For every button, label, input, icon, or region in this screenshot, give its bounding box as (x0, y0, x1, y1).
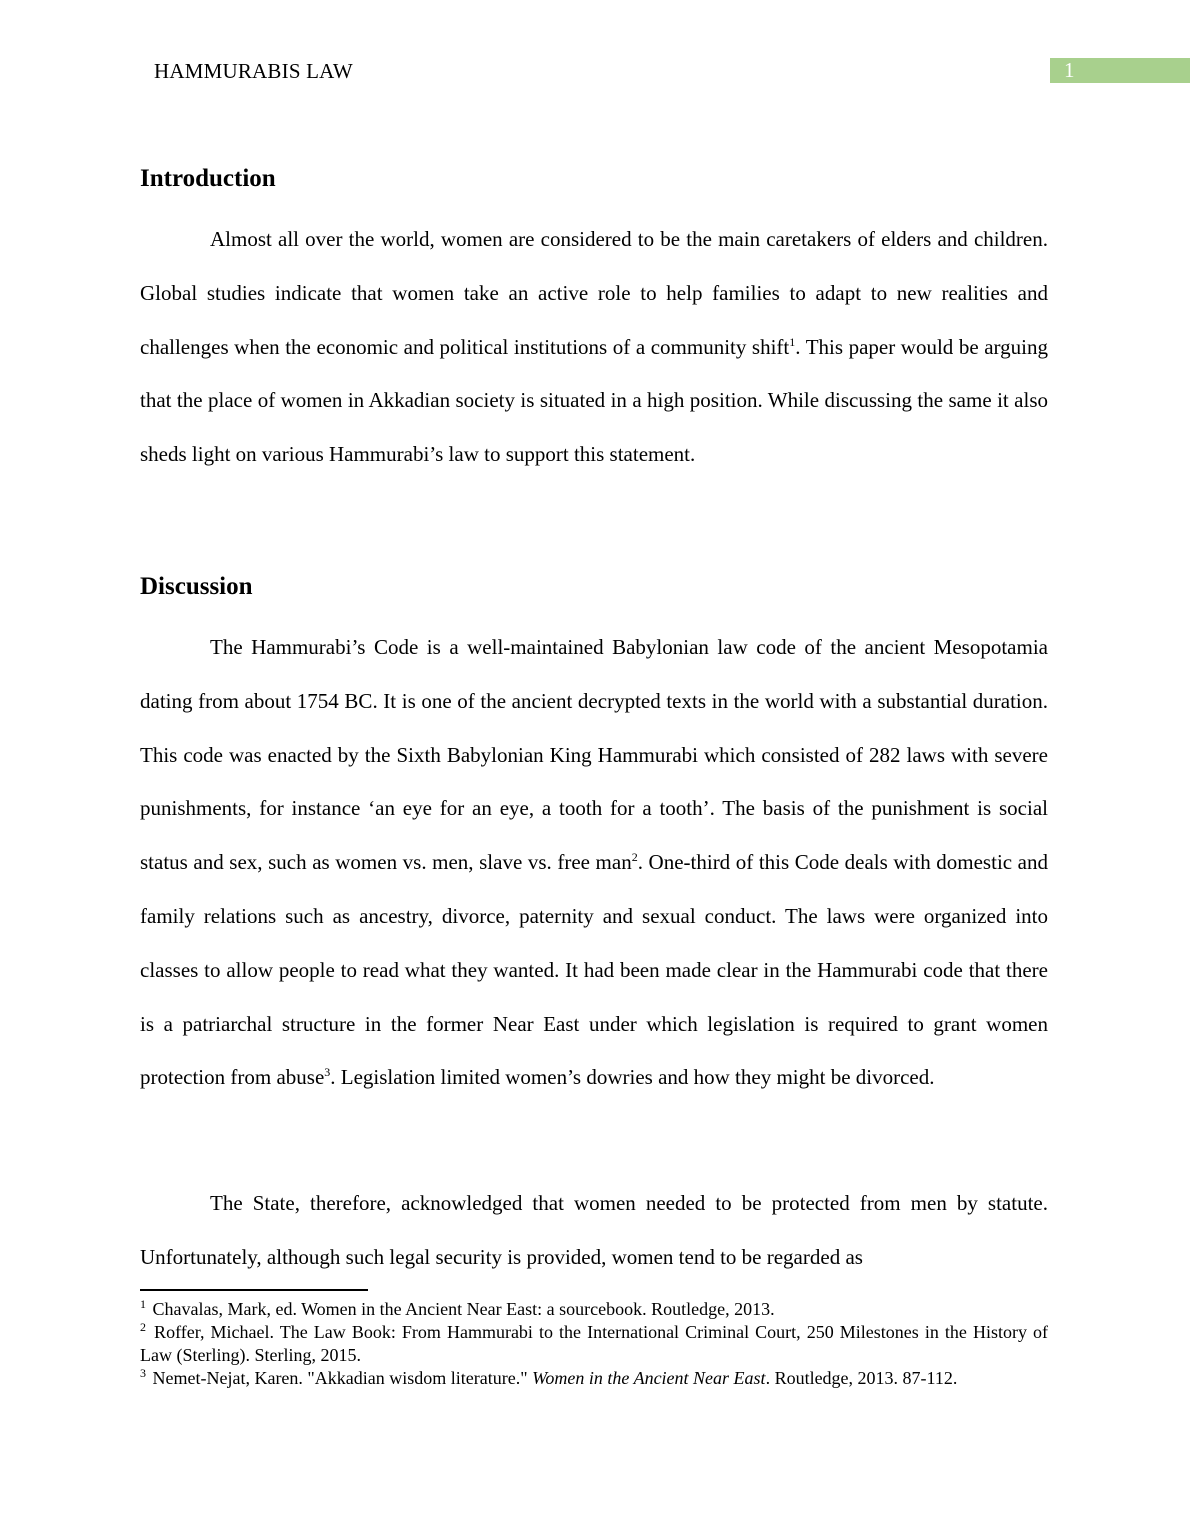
footnote-reference-2: 2 (631, 850, 638, 865)
footnote-number-3: 3 (140, 1366, 146, 1380)
introduction-heading: Introduction (140, 165, 276, 192)
introduction-paragraph (140, 213, 1048, 482)
footnote-number-2: 2 (140, 1320, 146, 1334)
discussion-text-1: The Hammurabi’s Code is a well-maintained Babylonian law code of the ancient Mesopotamia dating from about 1754 BC. It is one of the ancient decrypted texts in the world with a substantial duration. This code was enacted by the Sixth Babylonian King Hammurabi which consisted of 282 laws with severe punishments, for instance ‘an eye for an eye, a tooth for a tooth’. The basis of the punishment is social status and sex, such as women vs. men, slave vs. free man (140, 635, 1048, 875)
footnote-text-2: Roffer, Michael. The Law Book: From Hammurabi to the International Criminal Court, 250 Milestones in the History of Law (Sterling). Sterling, 2015. (140, 1322, 1048, 1365)
footnote-text-3a: Nemet-Nejat, Karen. "Akkadian wisdom literature." (148, 1368, 533, 1388)
footnote-separator (140, 1289, 368, 1291)
footnotes (140, 1298, 1048, 1390)
footnote-text-1: Chavalas, Mark, ed. Women in the Ancient Near East: a sourcebook. Routledge, 2013. (148, 1299, 775, 1319)
introduction-text-2: . This paper would be arguing that the place of women in Akkadian society is situated in a high position. While discussing the same it also sheds light on various Hammurabi’s law to support this statement. (140, 334, 1048, 467)
discussion-paragraph-2: The State, therefore, acknowledged that women needed to be protected from men by statute. Unfortunately, although such legal security is provided, women tend to be regarded as (140, 1191, 1048, 1269)
discussion-paragraph-1 (140, 621, 1048, 1105)
footnote-text-3-italic: Women in the Ancient Near East (532, 1368, 766, 1388)
page-number: 1 (1064, 58, 1075, 82)
footnote-2 (140, 1321, 1048, 1367)
footnote-1 (140, 1298, 1048, 1321)
discussion-text-2: . One-third of this Code deals with domestic and family relations such as ancestry, divorce, paternity and sexual conduct. The laws were organized into classes to allow people to read what they wanted. It had been made clear in the Hammurabi code that there is a patriarchal structure in the former Near East under which legislation is required to grant women protection from abuse (140, 850, 1048, 1090)
introduction-text-1: Almost all over the world, women are considered to be the main caretakers of elders and children. Global studies indicate that women take an active role to help families to adapt to new realities and challenges when the economic and political institutions of a community shift (140, 227, 1048, 359)
footnote-text-3b: . Routledge, 2013. 87-112. (765, 1368, 958, 1388)
page-number-box (1050, 58, 1190, 83)
footnote-number-1: 1 (140, 1297, 146, 1311)
footnote-reference-3: 3 (324, 1065, 331, 1080)
discussion-text-3: . Legislation limited women’s dowries and how they might be divorced. (330, 1065, 935, 1090)
footnote-3 (140, 1367, 1048, 1390)
discussion-heading: Discussion (140, 573, 253, 600)
running-head-title: HAMMURABIS LAW (154, 59, 353, 83)
footnote-reference-1: 1 (789, 334, 796, 349)
